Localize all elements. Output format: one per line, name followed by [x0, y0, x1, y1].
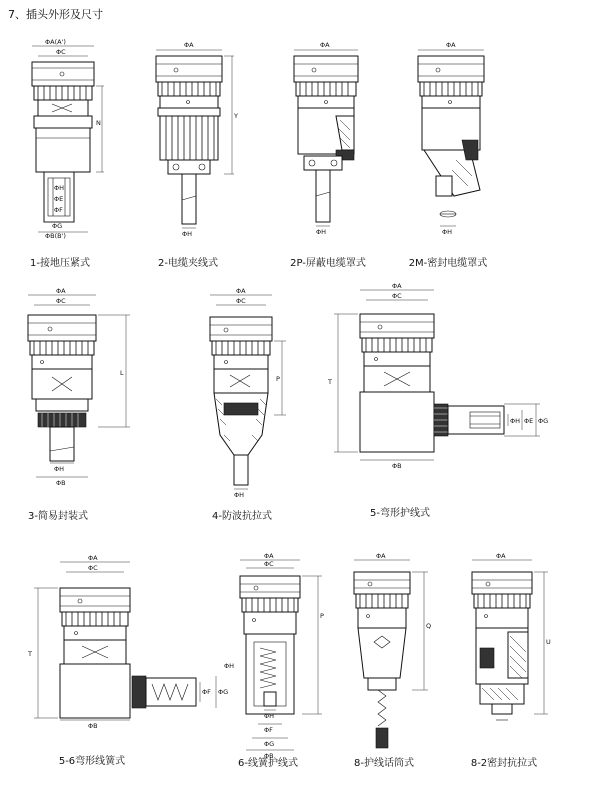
drawing-stroke — [132, 676, 146, 708]
drawing-stroke — [316, 170, 330, 222]
drawing-stroke — [298, 96, 354, 108]
drawing-stroke — [356, 594, 408, 608]
drawing-stroke — [210, 317, 272, 341]
drawing-stroke — [480, 648, 494, 668]
drawing-stroke — [32, 355, 92, 369]
figure-8-drawing — [20, 548, 240, 788]
drawing-stroke — [294, 56, 358, 82]
drawing-stroke — [264, 692, 276, 706]
figure-1-grounding-clamp — [0, 0, 140, 270]
caption-fig8: 5-6弯形线簧式 — [58, 756, 126, 767]
figure-4-drawing — [400, 0, 530, 270]
drawing-stroke — [168, 160, 210, 174]
drawing-stroke — [182, 174, 196, 224]
drawing-stroke — [354, 572, 410, 594]
figure-4-sealed-cable-cover — [400, 0, 530, 270]
caption-fig11: 8-2密封抗拉式 — [470, 758, 538, 769]
drawing-stroke — [156, 56, 222, 82]
drawing-stroke — [304, 156, 342, 170]
figure-6-shielded-tensile — [190, 285, 310, 525]
drawing-stroke — [234, 455, 248, 485]
fig8-dim-3: ΦH — [224, 662, 235, 670]
figure-11-sealed-tensile — [450, 548, 607, 788]
drawing-stroke — [50, 427, 74, 461]
fig5-dim-3: ΦH — [54, 465, 65, 473]
drawing-stroke — [34, 86, 92, 100]
fig3-dim-1: ΦH — [316, 228, 327, 236]
drawing-stroke — [472, 572, 532, 594]
drawing-stroke — [158, 82, 220, 96]
fig9-dim-1: ΦC — [264, 560, 274, 568]
fig5-dim-4: ΦB — [56, 479, 66, 487]
drawing-stroke — [214, 393, 268, 455]
caption-fig6: 4-防波抗拉式 — [212, 511, 272, 522]
fig7-dim-4: ΦE — [524, 417, 534, 425]
drawing-stroke — [362, 338, 432, 352]
drawing-stroke — [422, 96, 480, 108]
caption-fig1: 1-接地压紧式 — [30, 258, 90, 269]
fig8-dim-5: ΦG — [218, 688, 229, 696]
fig10-dim-0: ΦA — [376, 552, 386, 560]
drawing-stroke — [146, 678, 196, 706]
drawing-stroke — [240, 576, 300, 598]
drawing-stroke — [368, 678, 396, 690]
drawing-stroke — [296, 82, 356, 96]
drawing-stroke — [244, 612, 296, 634]
drawing-stroke — [492, 704, 512, 714]
caption-fig3: 2P-屏蔽电缆罩式 — [290, 258, 366, 269]
fig7-dim-2: T — [328, 378, 332, 386]
fig1-dim-0: ΦA(A') — [45, 38, 66, 46]
drawing-stroke — [224, 403, 258, 415]
drawing-stroke — [378, 690, 386, 726]
drawing-stroke — [64, 626, 126, 640]
drawing-stroke — [476, 608, 528, 628]
figure-2-cable-clamp — [140, 0, 270, 270]
fig2-dim-0: ΦA — [184, 41, 194, 49]
fig5-dim-1: ΦC — [56, 297, 66, 305]
fig7-dim-0: ΦA — [392, 282, 402, 290]
caption-fig4: 2M-密封电缆罩式 — [408, 258, 488, 269]
fig8-dim-4: ΦF — [202, 688, 211, 696]
fig1-dim-5: ΦF — [54, 206, 63, 214]
caption-fig10: 8-护线话筒式 — [354, 758, 414, 769]
caption-fig9: 6-线簧护线式 — [238, 758, 298, 769]
caption-fig2: 2-电缆夹线式 — [158, 258, 218, 269]
drawing-stroke — [160, 96, 218, 108]
figure-7-angled-cable-guard — [320, 280, 607, 525]
drawing-stroke — [360, 392, 434, 452]
drawing-stroke — [36, 399, 88, 411]
fig8-dim-0: ΦA — [88, 554, 98, 562]
fig9-dim-6: ΦB — [264, 752, 274, 760]
figure-9-drawing — [220, 548, 340, 788]
figure-3-shielded-cable-cover — [270, 0, 400, 270]
figure-7-drawing — [320, 280, 607, 525]
drawing-stroke — [358, 628, 406, 678]
fig10-dim-1: Q — [426, 622, 432, 630]
fig1-dim-4: ΦE — [54, 195, 64, 203]
drawing-stroke — [376, 728, 388, 748]
fig6-dim-0: ΦA — [236, 287, 246, 295]
figure-5-drawing — [0, 285, 150, 525]
fig2-dim-2: ΦH — [182, 230, 193, 238]
figure-11-drawing — [450, 548, 607, 788]
figure-10-drawing — [340, 548, 450, 788]
figure-5-simple-sealed — [0, 285, 150, 525]
fig7-dim-1: ΦC — [392, 292, 402, 300]
drawing-stroke — [38, 100, 88, 116]
drawing-stroke — [420, 82, 482, 96]
drawing-stroke — [36, 128, 90, 172]
drawing-stroke — [160, 116, 218, 160]
figure-1-drawing — [0, 0, 140, 270]
fig11-dim-1: U — [546, 638, 551, 646]
fig9-dim-5: ΦG — [264, 740, 275, 748]
drawing-stroke — [60, 588, 130, 612]
fig1-dim-7: ΦB(B') — [45, 232, 66, 240]
drawing-stroke — [212, 341, 270, 355]
figure-3-drawing — [270, 0, 400, 270]
fig3-dim-0: ΦA — [320, 41, 330, 49]
drawing-stroke — [358, 608, 406, 628]
caption-fig5: 3-简易封装式 — [28, 511, 88, 522]
page-heading: 7、插头外形及尺寸 — [8, 8, 103, 21]
fig1-dim-3: ΦH — [54, 184, 65, 192]
drawing-stroke — [480, 684, 524, 704]
drawing-stroke — [360, 314, 434, 338]
drawing-stroke — [214, 355, 268, 369]
caption-fig7: 5-弯形护线式 — [370, 508, 430, 519]
drawing-stroke — [32, 62, 94, 86]
fig1-dim-2: N — [96, 119, 101, 127]
fig1-dim-1: ΦC — [56, 48, 66, 56]
figure-10-microphone-guard — [340, 548, 450, 788]
drawing-stroke — [60, 664, 130, 718]
fig1-dim-6: ΦG — [52, 222, 63, 230]
fig4-dim-1: ΦH — [442, 228, 453, 236]
figure-9-wire-spring-guard — [220, 548, 340, 788]
fig2-dim-1: Y — [234, 112, 238, 120]
drawing-stroke — [448, 406, 504, 434]
fig9-dim-2: P — [320, 612, 324, 620]
fig5-dim-0: ΦA — [56, 287, 66, 295]
fig6-dim-3: ΦH — [234, 491, 245, 499]
fig9-dim-3: ΦH — [264, 712, 275, 720]
drawing-stroke — [28, 315, 96, 341]
fig11-dim-0: ΦA — [496, 552, 506, 560]
drawing-stroke — [38, 413, 86, 427]
drawing-stroke — [214, 369, 268, 393]
figure-8-angled-wire-spring — [20, 548, 240, 788]
figure-6-drawing — [190, 285, 310, 525]
fig8-dim-1: ΦC — [88, 564, 98, 572]
drawing-stroke — [364, 352, 430, 366]
fig7-dim-5: ΦG — [538, 417, 549, 425]
fig5-dim-2: L — [120, 369, 124, 377]
fig9-dim-0: ΦA — [264, 552, 274, 560]
drawing-stroke — [158, 108, 220, 116]
figure-2-drawing — [140, 0, 270, 270]
drawing-stroke — [34, 116, 92, 128]
fig7-dim-3: ΦH — [510, 417, 521, 425]
fig7-dim-6: ΦB — [392, 462, 402, 470]
drawing-stroke — [418, 56, 484, 82]
fig8-dim-6: ΦB — [88, 722, 98, 730]
fig9-dim-4: ΦF — [264, 726, 273, 734]
fig6-dim-2: P — [276, 375, 280, 383]
fig4-dim-0: ΦA — [446, 41, 456, 49]
drawing-stroke — [436, 176, 452, 196]
fig8-dim-2: T — [28, 650, 32, 658]
fig6-dim-1: ΦC — [236, 297, 246, 305]
